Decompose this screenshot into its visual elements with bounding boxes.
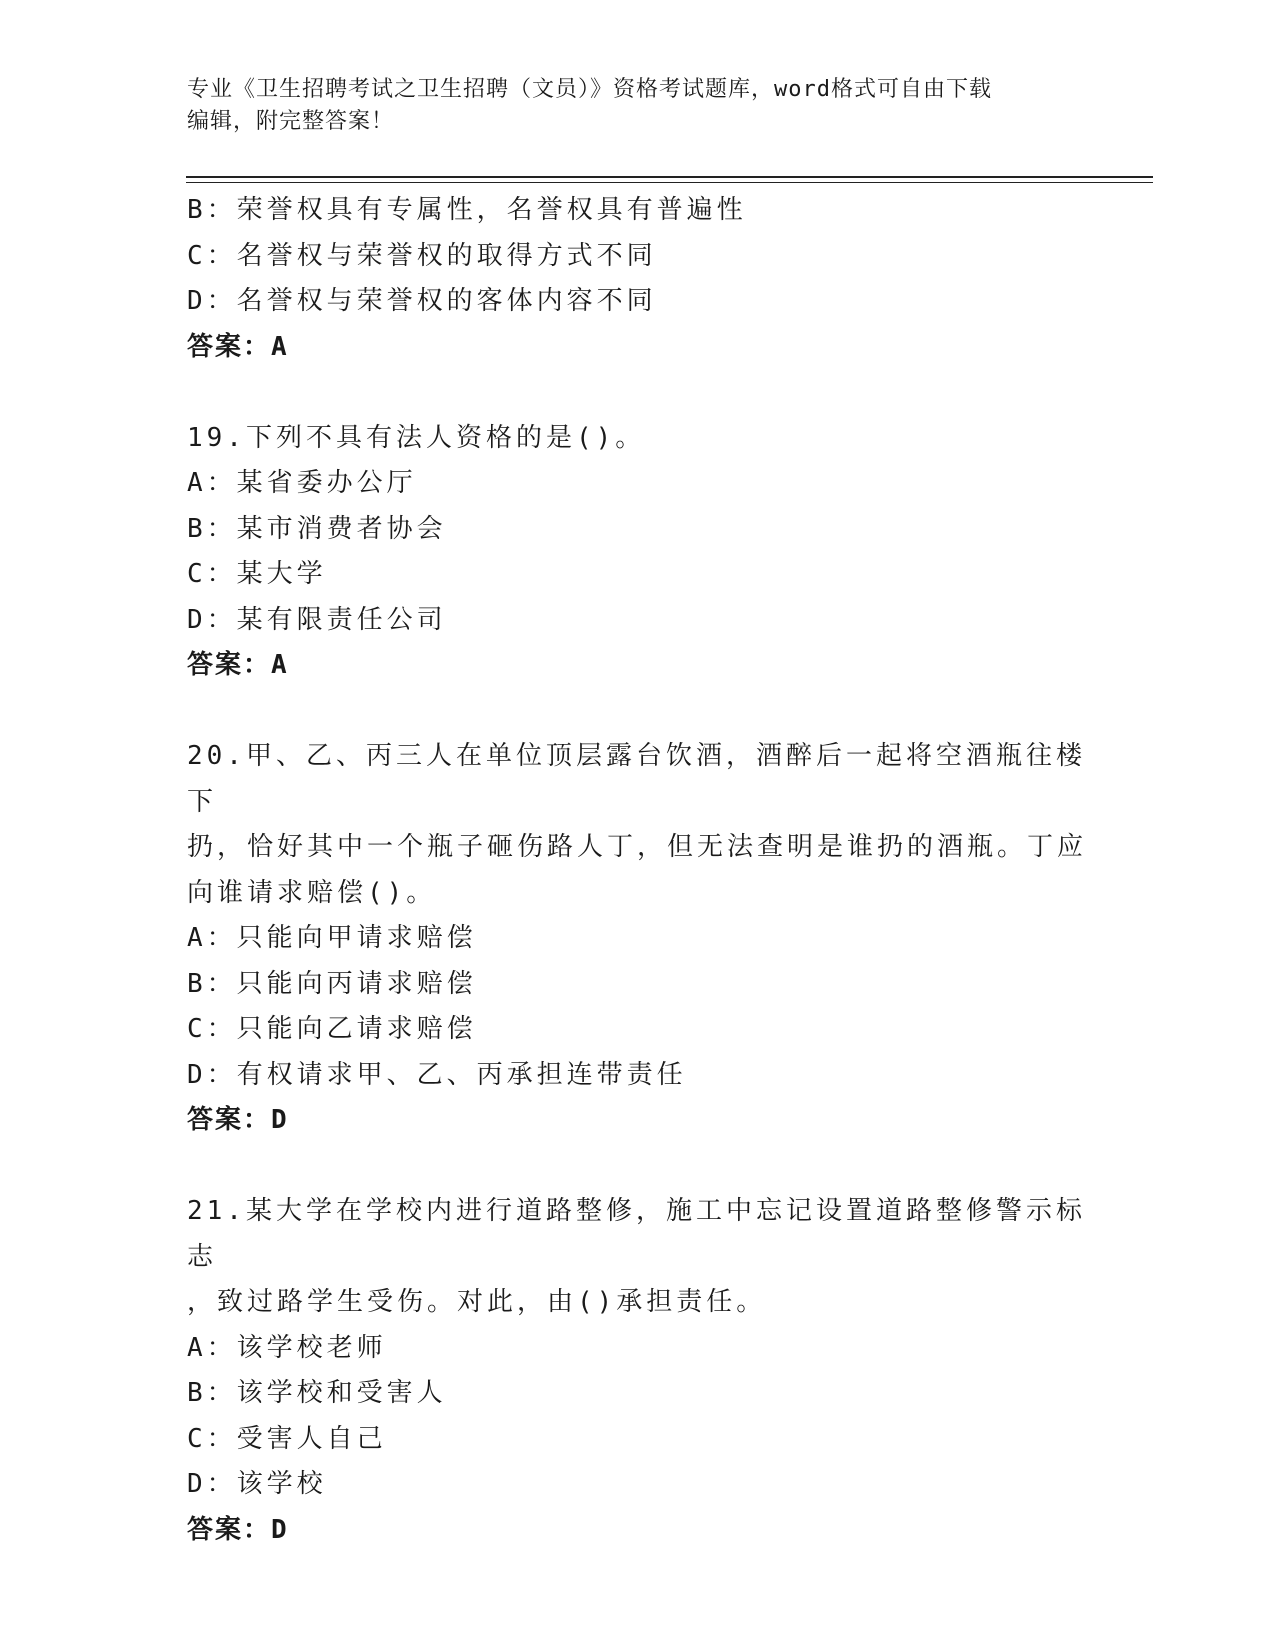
option-a: A：只能向甲请求赔偿 [187,923,477,953]
option-b: B：该学校和受害人 [187,1378,447,1408]
option-c: C：某大学 [187,559,327,589]
option-d: D：某有限责任公司 [187,604,447,635]
question-stem-line-1: 20.甲、乙、丙三人在单位顶层露台饮酒，酒醉后一起将空酒瓶往楼下 [187,741,1086,817]
header-divider-thin [186,182,1153,183]
answer: 答案：D [187,1105,289,1135]
option-a: A：某省委办公厅 [187,468,417,498]
header-divider-thick [186,176,1153,178]
option-c: C：名誉权与荣誉权的取得方式不同 [187,240,657,271]
document-header [187,74,1067,138]
option-b: B：荣誉权具有专属性，名誉权具有普遍性 [187,195,747,225]
question-20 [187,734,1087,1144]
question-stem: 19.下列不具有法人资格的是()。 [187,422,646,453]
option-c: C：受害人自己 [187,1423,387,1454]
answer: 答案：D [187,1514,289,1545]
question-18-tail [187,188,1087,370]
question-19 [187,416,1087,689]
question-stem-line-3: 向谁请求赔偿()。 [187,877,437,908]
option-b: B：某市消费者协会 [187,513,447,544]
answer: 答案：A [187,650,289,680]
header-line-1: 专业《卫生招聘考试之卫生招聘（文员）》资格考试题库，word格式可自由下载 [187,77,992,102]
header-line-2: 编辑，附完整答案！ [187,109,395,134]
question-stem-line-2: ，致过路学生受伤。对此，由()承担责任。 [187,1287,767,1317]
question-stem-line-1: 21.某大学在学校内进行道路整修，施工中忘记设置道路整修警示标志 [187,1196,1086,1272]
option-d: D：该学校 [187,1469,327,1499]
question-stem-line-2: 扔，恰好其中一个瓶子砸伤路人丁，但无法查明是谁扔的酒瓶。丁应 [187,832,1088,862]
option-d: D：名誉权与荣誉权的客体内容不同 [187,286,657,316]
question-21 [187,1189,1087,1553]
option-a: A：该学校老师 [187,1332,387,1363]
option-b: B：只能向丙请求赔偿 [187,968,477,999]
answer: 答案：A [187,331,289,362]
question-list [187,188,1087,1553]
option-d: D：有权请求甲、乙、丙承担连带责任 [187,1059,687,1090]
option-c: C：只能向乙请求赔偿 [187,1014,477,1044]
